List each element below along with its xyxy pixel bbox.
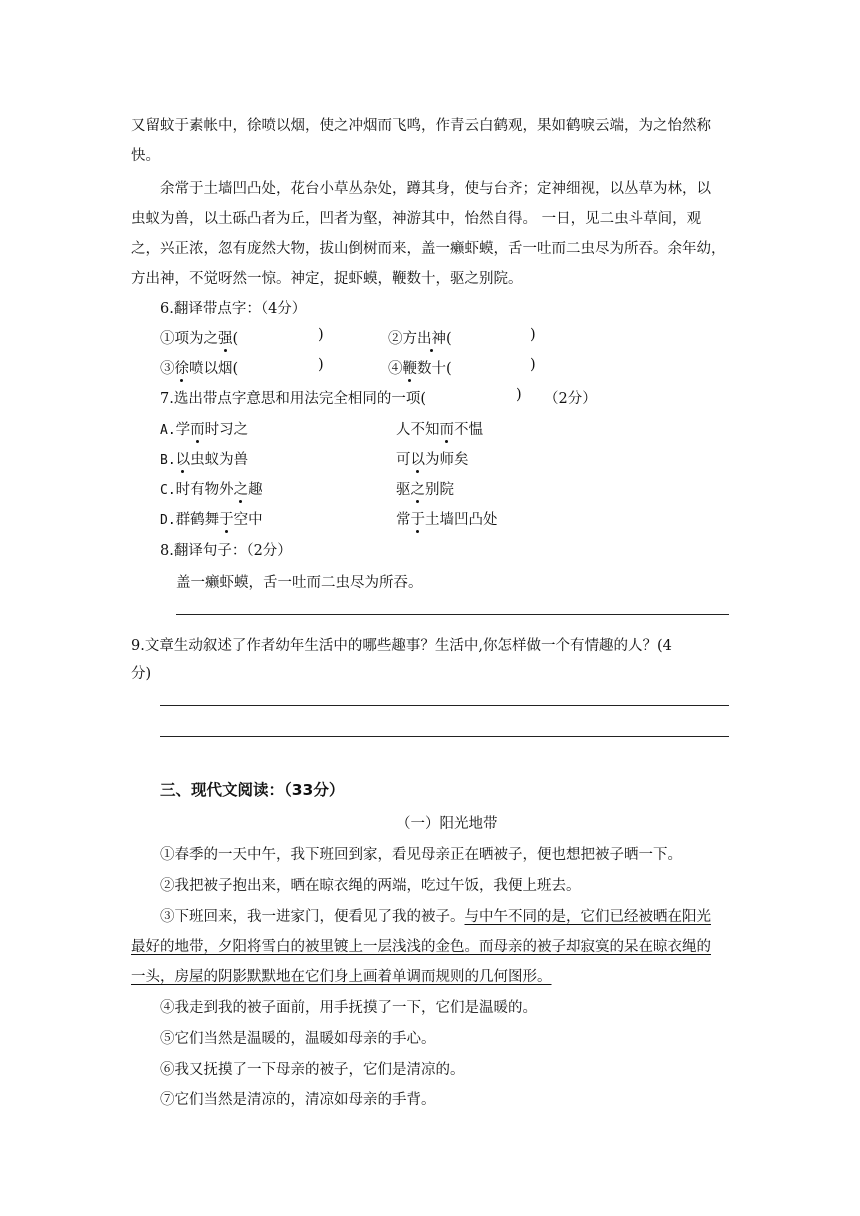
q6-item-pre: ③ bbox=[160, 361, 175, 377]
option-letter: A. bbox=[160, 423, 176, 438]
q6-item bbox=[388, 327, 452, 348]
q7-close: ) bbox=[516, 387, 522, 403]
underlined-text: 与中午不同的是，它们已经被晒在阳光 bbox=[464, 909, 711, 925]
option-text: 时习之 bbox=[204, 422, 249, 438]
q6-prompt: 6.翻译带点字：（4分） bbox=[160, 301, 307, 317]
option-text: 驱 bbox=[396, 482, 411, 498]
article-paragraph: ④我走到我的被子面前，用手抚摸了一下，它们是温暖的。 bbox=[160, 1000, 537, 1016]
dotted-char: 徐 bbox=[174, 361, 189, 377]
q6-item-close: ) bbox=[318, 357, 324, 373]
dotted-char: 于 bbox=[219, 512, 234, 528]
q7-option-d bbox=[160, 508, 263, 529]
q6-item-close: ) bbox=[318, 327, 324, 343]
q7-option-a-compare bbox=[396, 418, 483, 439]
option-text: 趣 bbox=[248, 482, 263, 498]
dotted-char: 强 bbox=[218, 331, 233, 347]
passage-line: 虫蚁为兽，以土砾凸者为丘，凹者为壑，神游其中，怡然自得。 一日，见二虫斗草间，观 bbox=[131, 211, 702, 227]
underlined-text: 一头，房屋的阴影默默地在它们身上画着单调而规则的几何图形。 bbox=[131, 969, 552, 985]
q9-prompt: 分) bbox=[131, 666, 152, 682]
article-paragraph: ⑥我又抚摸了一下母亲的被子，它们是清凉的。 bbox=[160, 1062, 465, 1078]
answer-line[interactable] bbox=[176, 614, 729, 615]
passage-line: 之，兴正浓，忽有庞然大物，拔山倒树而来，盖一癞虾蟆，舌一吐而二虫尽为所吞。余年幼， bbox=[131, 241, 726, 257]
passage-line: 又留蚊于素帐中，徐喷以烟，使之冲烟而飞鸣，作青云白鹤观，果如鹤唳云端，为之怡然称 bbox=[131, 118, 711, 134]
q7-option-d-compare bbox=[396, 508, 498, 529]
q7-score: （2分） bbox=[544, 391, 597, 407]
passage-line: 余常于土墙凹凸处，花台小草丛杂处，蹲其身，使与台齐；定神细视，以丛草为林，以 bbox=[160, 181, 711, 197]
option-letter: D. bbox=[160, 513, 176, 528]
passage-line: 方出神，不觉呀然一惊。神定，捉虾蟆，鞭数十，驱之别院。 bbox=[131, 271, 523, 287]
answer-line[interactable] bbox=[160, 705, 729, 706]
article-paragraph: ⑤它们当然是温暖的，温暖如母亲的手心。 bbox=[160, 1031, 436, 1047]
underlined-text: 最好的地带，夕阳将雪白的被里镀上一层浅浅的金色。而母亲的被子却寂寞的呆在晾衣绳的 bbox=[131, 939, 711, 955]
dotted-char: 于 bbox=[410, 512, 425, 528]
q6-item-pre: ①项为之 bbox=[160, 331, 218, 347]
q8-prompt: 8.翻译句子：（2分） bbox=[160, 543, 292, 559]
option-text: 时有物外 bbox=[175, 482, 234, 498]
q6-item-post: ( bbox=[446, 331, 452, 347]
dotted-char: 出神 bbox=[417, 331, 446, 347]
option-text: 为师矣 bbox=[425, 452, 469, 468]
dotted-char: 之 bbox=[233, 482, 249, 498]
answer-line[interactable] bbox=[160, 736, 729, 737]
dotted-char: 以 bbox=[175, 452, 191, 468]
article-title: （一）阳光地带 bbox=[396, 816, 498, 832]
option-text: 学 bbox=[175, 422, 191, 438]
dotted-char: 而 bbox=[439, 422, 454, 438]
option-text: 空中 bbox=[233, 512, 263, 528]
q7-option-b-compare bbox=[396, 448, 469, 469]
q8-sentence: 盖一癞虾蟆，舌一吐而二虫尽为所吞。 bbox=[176, 575, 423, 591]
q6-item bbox=[160, 357, 238, 378]
option-letter: B. bbox=[160, 453, 176, 468]
article-paragraph: ①春季的一天中午，我下班回到家，看见母亲正在晒被子，便也想把被子晒一下。 bbox=[160, 847, 682, 863]
option-text: 群鹤舞 bbox=[175, 512, 220, 528]
section-title: 三、现代文阅读：（33分） bbox=[160, 781, 345, 799]
q6-item-post: ( bbox=[232, 331, 239, 347]
article-paragraph: ②我把被子抱出来，晒在晾衣绳的两端，吃过午饭，我便上班去。 bbox=[160, 878, 581, 894]
q6-item bbox=[388, 357, 452, 378]
q6-item-post: 数十( bbox=[417, 361, 452, 377]
q7-prompt: 7.选出带点字意思和用法完全相同的一项( bbox=[160, 391, 426, 407]
option-text: 别院 bbox=[425, 482, 454, 498]
q6-item bbox=[160, 327, 238, 348]
dotted-char: 鞭 bbox=[402, 361, 417, 377]
paragraph-text: ③下班回来，我一进家门，便看见了我的被子。 bbox=[160, 909, 465, 925]
dotted-char: 而 bbox=[190, 422, 205, 438]
q6-item-close: ) bbox=[530, 327, 536, 343]
q6-item-pre: ②方 bbox=[388, 331, 417, 347]
option-letter: C. bbox=[160, 483, 176, 498]
option-text: 不愠 bbox=[454, 422, 483, 438]
article-paragraph bbox=[160, 905, 711, 926]
passage-line: 快。 bbox=[131, 148, 160, 164]
option-text: 土墙凹凸处 bbox=[425, 512, 498, 528]
q7-option-c-compare bbox=[396, 478, 454, 499]
option-text: 人不知 bbox=[396, 422, 440, 438]
q7-option-a bbox=[160, 418, 248, 439]
q7-option-b bbox=[160, 448, 248, 469]
q6-item-post: 喷以烟( bbox=[189, 361, 239, 377]
option-text: 虫蚁为兽 bbox=[190, 452, 249, 468]
q6-item-pre: ④ bbox=[388, 361, 403, 377]
option-text: 常 bbox=[396, 512, 411, 528]
dotted-char: 之 bbox=[410, 482, 425, 498]
q7-option-c bbox=[160, 478, 263, 499]
option-text: 可 bbox=[396, 452, 411, 468]
q6-item-close: ) bbox=[530, 357, 536, 373]
q9-prompt: 9.文章生动叙述了作者幼年生活中的哪些趣事？生活中,你怎样做一个有情趣的人？(4 bbox=[131, 638, 672, 654]
article-paragraph: ⑦它们当然是清凉的，清凉如母亲的手背。 bbox=[160, 1092, 436, 1108]
dotted-char: 以 bbox=[410, 452, 425, 468]
